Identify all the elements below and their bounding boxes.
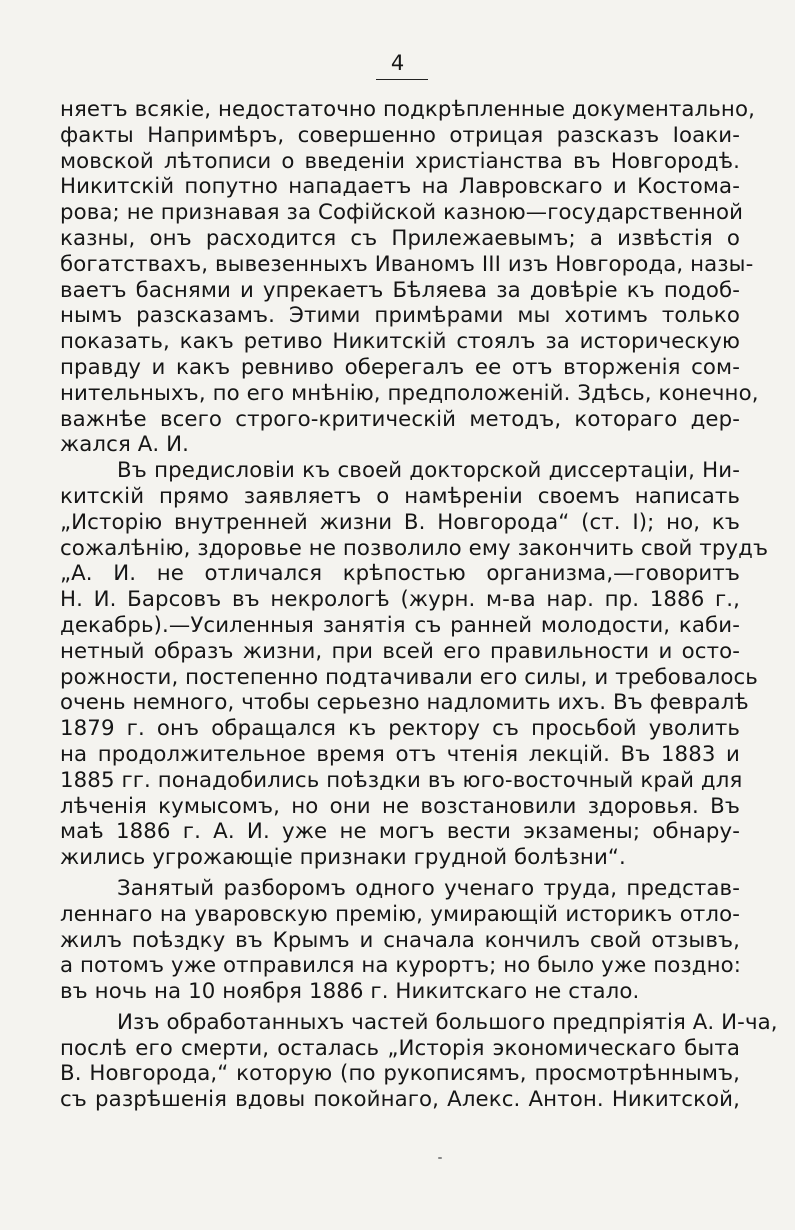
text-line: жились угрожающіе признаки грудной болѣзни“. bbox=[60, 845, 626, 871]
text-line: декабрь).—Усиленныя занятія съ ранней молодости, каби- bbox=[60, 612, 740, 638]
body-text bbox=[60, 97, 778, 1113]
text-line: Въ предисловіи къ своей докторской диссертаціи, Ни- bbox=[117, 458, 740, 484]
text-line: 1879 г. онъ обращался къ ректору съ просьбой уволить bbox=[60, 716, 740, 742]
text-line: показать, какъ ретиво Никитскій стоялъ за историческую bbox=[60, 329, 740, 355]
text-line: лѣченія кумысомъ, но они не возстановили здоровья. Въ bbox=[60, 793, 740, 819]
text-line: мовской лѣтописи о введеніи христіанства въ Новгородѣ. bbox=[60, 148, 740, 174]
text-line: В. Новгорода,“ которую (по рукописямъ, просмотрѣннымъ, bbox=[60, 1061, 740, 1087]
text-line: жался А. И. bbox=[60, 432, 190, 458]
text-line: а потомъ уже отправился на курортъ; но было уже поздно: bbox=[60, 953, 742, 979]
paragraph bbox=[60, 458, 769, 871]
text-line: жилъ поѣздку въ Крымъ и сначала кончилъ свой отзывъ, bbox=[60, 927, 740, 953]
paragraph bbox=[60, 97, 759, 458]
text-line: сожалѣнію, здоровье не позволило ему закончить свой трудъ bbox=[60, 535, 769, 561]
text-line: очень немного, чтобы серьезно надломить ихъ. Въ февралѣ bbox=[60, 690, 749, 716]
text-line: нительныхъ, по его мнѣнію, предположеній. Здѣсь, конечно, bbox=[60, 380, 759, 406]
paragraph bbox=[60, 876, 740, 1005]
text-line: маѣ 1886 г. А. И. уже не могъ вести экзамены; обнару- bbox=[60, 819, 740, 845]
text-line: съ разрѣшенія вдовы покойнаго, Алекс. Антон. Никитской, bbox=[60, 1087, 740, 1113]
text-line: рожности, постепенно подтачивали его силы, и требовалось bbox=[60, 664, 758, 690]
text-line: „А. И. не отличался крѣпостью организма,—говоритъ bbox=[60, 561, 740, 587]
text-line: въ ночь на 10 ноября 1886 г. Никитскаго не стало. bbox=[60, 979, 640, 1005]
text-line: леннаго на уваровскую премію, умирающій историкъ отло- bbox=[60, 901, 740, 927]
paper-speck bbox=[438, 1157, 442, 1159]
text-line: важнѣе всего строго-критическій методъ, котораго дер- bbox=[60, 406, 740, 432]
text-line: правду и какъ ревниво оберегалъ ее отъ вторженія сом- bbox=[60, 354, 740, 380]
text-line: казны, онъ расходится съ Прилежаевымъ; а извѣстія о bbox=[60, 225, 740, 251]
text-line: рова; не признавая за Софійской казною—государственной bbox=[60, 200, 744, 226]
text-line: послѣ его смерти, осталась „Исторія экономическаго быта bbox=[60, 1035, 740, 1061]
text-line: ваетъ баснями и упрекаетъ Бѣляева за довѣріе къ подоб- bbox=[60, 277, 740, 303]
text-line: нымъ разсказамъ. Этими примѣрами мы хотимъ только bbox=[60, 303, 740, 329]
text-line: Занятый разборомъ одного ученаго труда, представ- bbox=[117, 875, 740, 901]
text-line: на продолжительное время отъ чтенія лекцій. Въ 1883 и bbox=[60, 741, 740, 767]
text-line: богатствахъ, вывезенныхъ Иваномъ III изъ Новгорода, назы- bbox=[60, 251, 754, 277]
text-line: „Исторію внутренней жизни В. Новгорода“ (ст. I); но, къ bbox=[60, 509, 740, 535]
text-line: факты Напримѣръ, совершенно отрицая разсказъ Іоаки- bbox=[60, 122, 740, 148]
text-line: китскій прямо заявляетъ о намѣреніи своемъ написать bbox=[60, 483, 740, 509]
text-line: Изъ обработанныхъ частей большого предпріятія А. И-ча, bbox=[117, 1009, 778, 1035]
text-line: 1885 гг. понадобились поѣздки въ юго-восточный край для bbox=[60, 767, 743, 793]
page-number-rule bbox=[376, 79, 428, 80]
text-line: няетъ всякіе, недостаточно подкрѣпленные документально, bbox=[60, 97, 755, 122]
paragraph bbox=[60, 1009, 778, 1113]
text-line: Н. И. Барсовъ въ некрологѣ (журн. м-ва нар. пр. 1886 г., bbox=[60, 587, 740, 613]
text-line: нетный образъ жизни, при всей его правильности и осто- bbox=[60, 638, 740, 664]
page-number: 4 bbox=[390, 51, 405, 75]
text-line: Никитскій попутно нападаетъ на Лавровскаго и Костома- bbox=[60, 174, 740, 200]
